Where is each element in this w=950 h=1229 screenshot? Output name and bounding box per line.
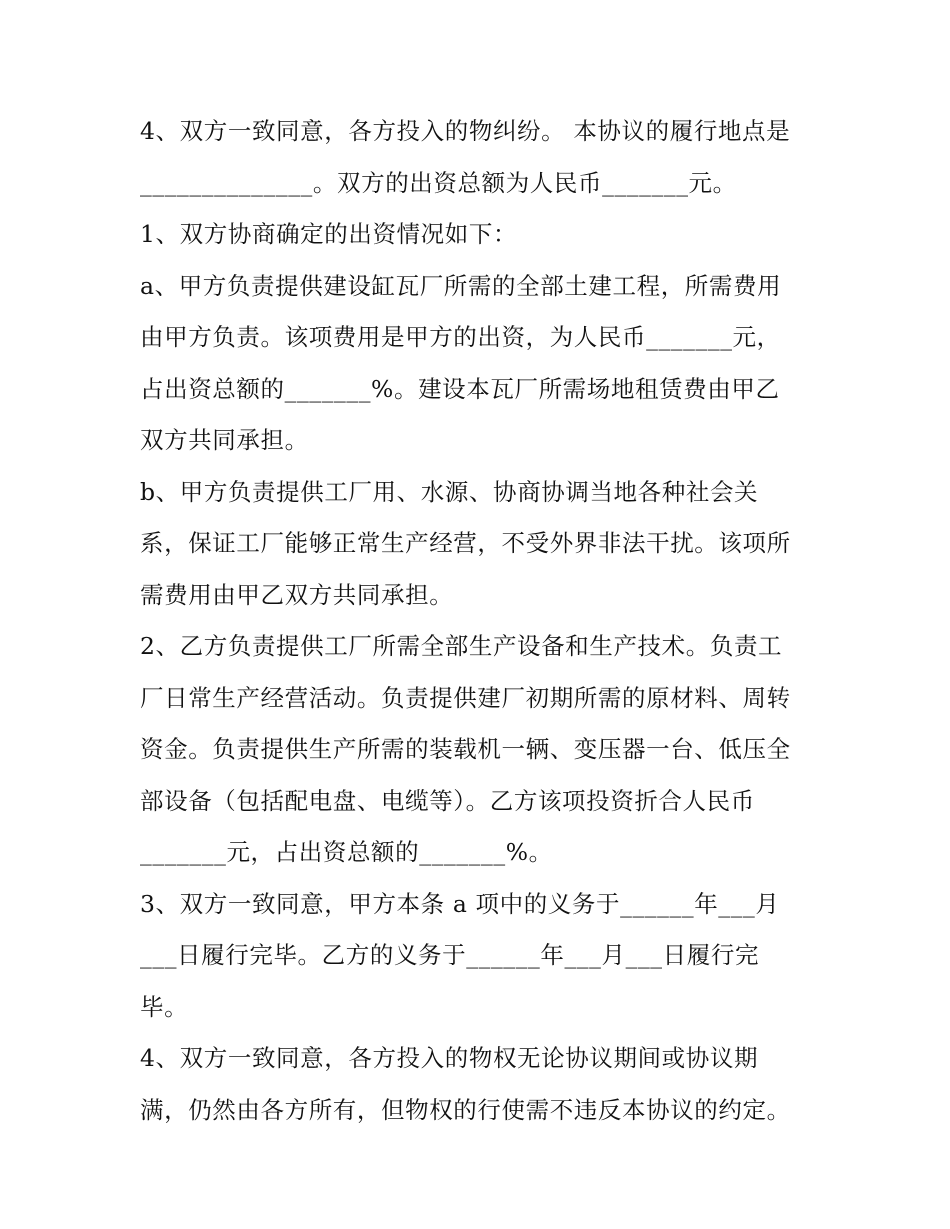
agreement-body [140,106,830,1136]
text-line: ______________。双方的出资总额为人民币_______元。 [140,168,737,197]
text-line: 厂日常生产经营活动。负责提供建厂初期所需的原材料、周转 [140,683,791,712]
text-line: a、甲方负责提供建设缸瓦厂所需的全部土建工程，所需费用 [140,271,782,300]
text-line: 部设备（包括配电盘、电缆等）。乙方该项投资折合人民币 [140,786,755,815]
text-line: 毕。 [140,992,189,1021]
text-line: 系，保证工厂能够正常生产经营，不受外界非法干扰。该项所 [140,529,791,557]
text-line: 3、双方一致同意，甲方本条 a 项中的义务于______年___月 [140,889,780,918]
text-line: b、甲方负责提供工厂用、水源、协商协调当地各种社会关 [140,477,759,506]
text-line: 需费用由甲乙双方共同承担。 [140,580,454,609]
text-line: 1、双方协商确定的出资情况如下： [140,220,518,248]
text-line: _______元，占出资总额的_______%。 [140,838,553,866]
text-line: ___日履行完毕。乙方的义务于______年___月___日履行完 [140,941,760,969]
text-line: 4、双方一致同意，各方投入的物纠纷。 本协议的履行地点是 [140,117,791,145]
text-line: 由甲方负责。该项费用是甲方的出资，为人民币_______元， [140,323,781,351]
text-line: 2、乙方负责提供工厂所需全部生产设备和生产技术。负责工 [140,632,783,660]
text-line: 双方共同承担。 [140,426,309,454]
text-line: 占出资总额的_______%。建设本瓦厂所需场地租赁费由甲乙 [140,374,780,403]
text-line: 资金。负责提供生产所需的装载机一辆、变压器一台、低压全 [140,735,791,763]
text-line: 满，仍然由各方所有，但物权的行使需不违反本协议的约定。 [140,1095,791,1124]
text-line: 4、双方一致同意，各方投入的物权无论协议期间或协议期 [140,1044,759,1072]
